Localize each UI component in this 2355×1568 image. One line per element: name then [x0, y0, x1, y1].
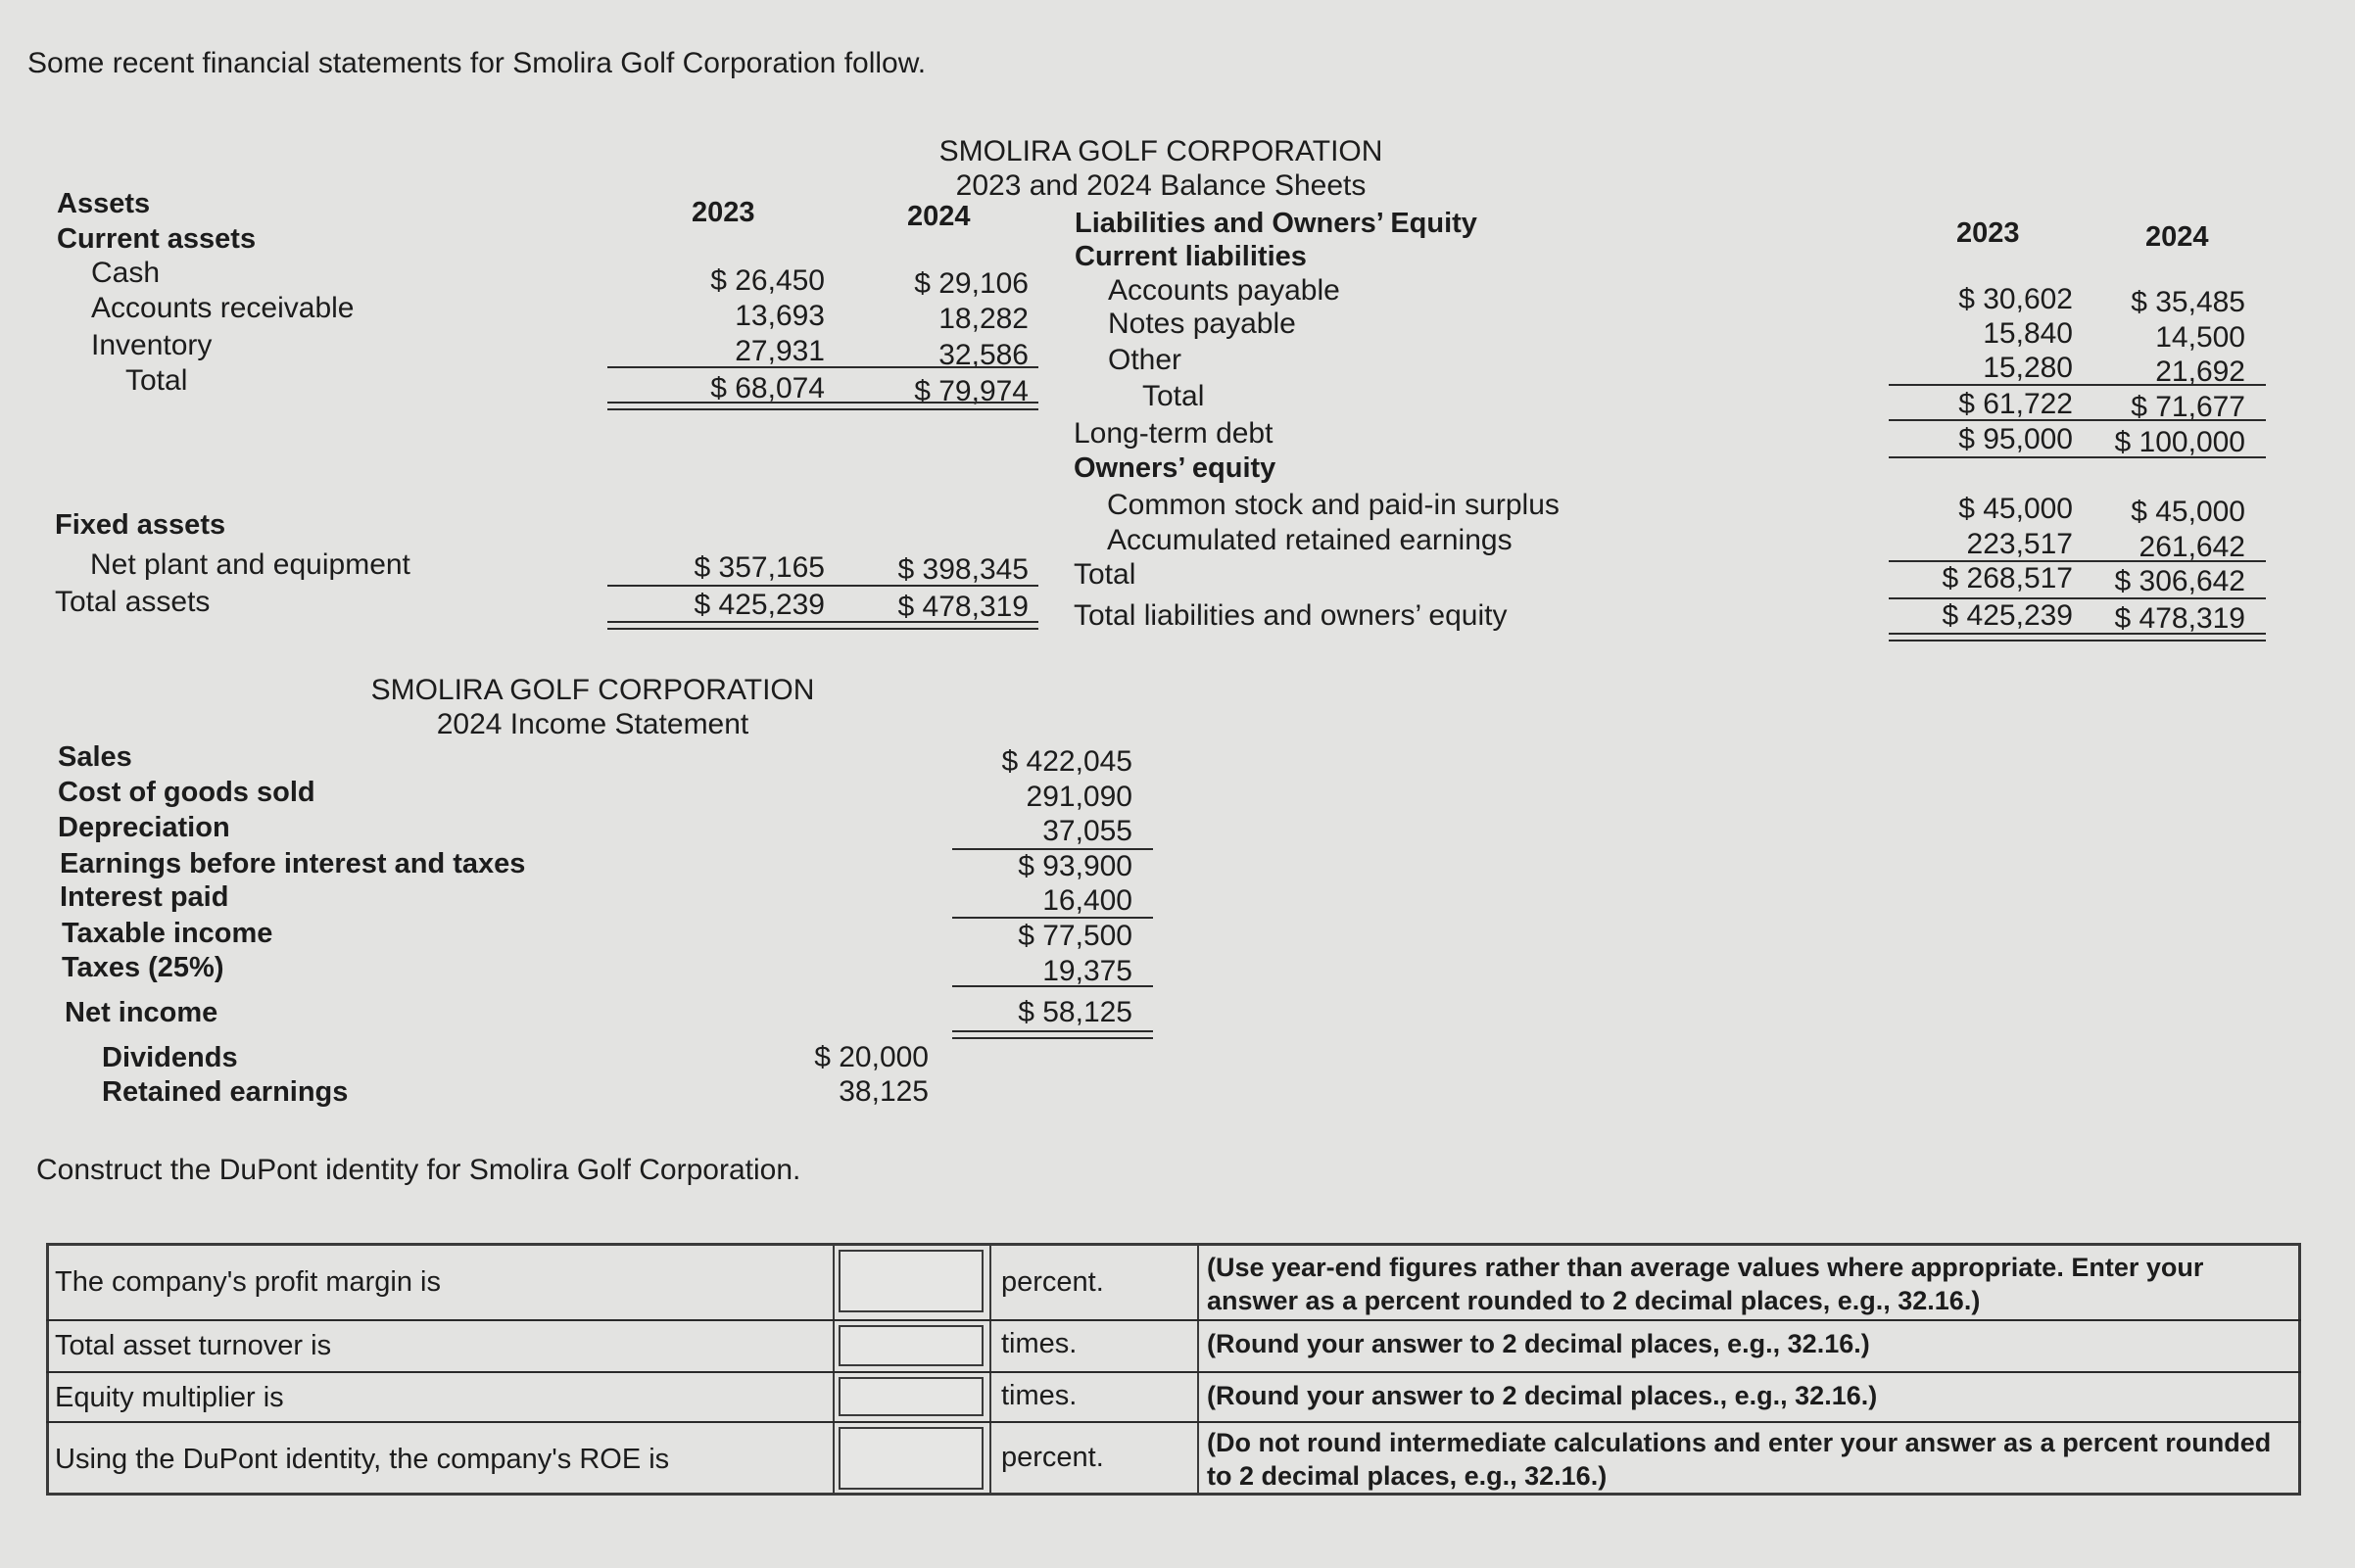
asset-turnover-unit: times.: [1001, 1328, 1078, 1359]
total-liabilities-equity-2023: $ 425,239: [1942, 599, 2073, 632]
retained-earnings-value: 38,125: [839, 1075, 929, 1108]
common-stock-2024: $ 45,000: [2131, 496, 2245, 528]
assets-year-2024: 2024: [907, 201, 971, 232]
intro-text: Some recent financial statements for Smolira Golf Corporation follow.: [27, 47, 927, 79]
taxes-label: Taxes (25%): [62, 952, 224, 983]
total-assets-rule: [607, 621, 1038, 630]
current-assets-total-label: Total: [125, 364, 188, 397]
cash-2023: $ 26,450: [710, 264, 825, 297]
cash-2024: $ 29,106: [914, 267, 1029, 300]
current-assets-subtotal-rule: [607, 366, 1038, 368]
equity-multiplier-label: Equity multiplier is: [55, 1382, 284, 1413]
interest-paid-label: Interest paid: [60, 881, 229, 913]
net-income-rule: [952, 1030, 1153, 1039]
total-assets-2024: $ 478,319: [897, 591, 1029, 623]
cash-label: Cash: [91, 257, 161, 289]
equity-total-label: Total: [1074, 558, 1136, 591]
accumulated-retained-earnings-2024: 261,642: [2139, 531, 2245, 563]
profit-margin-label: The company's profit margin is: [55, 1266, 441, 1298]
total-liabilities-equity-label: Total liabilities and owners’ equity: [1074, 599, 1508, 632]
accounts-payable-2023: $ 30,602: [1958, 283, 2073, 315]
accounts-receivable-2023: 13,693: [735, 300, 825, 332]
other-liabilities-2024: 21,692: [2155, 356, 2245, 388]
answer-row-divider-2: [46, 1371, 2301, 1373]
notes-payable-label: Notes payable: [1108, 308, 1296, 340]
answer-row-divider-3: [46, 1421, 2301, 1423]
ebit-value: $ 93,900: [1018, 850, 1132, 882]
fixed-assets-rule: [607, 585, 1038, 587]
asset-turnover-instruction: (Round your answer to 2 decimal places, e.g., 32.16.): [1207, 1329, 1870, 1358]
accounts-payable-2024: $ 35,485: [2131, 286, 2245, 318]
assets-heading: Assets: [57, 188, 151, 219]
profit-margin-instruction: (Use year-end figures rather than average values where appropriate. Enter your answer as a percent rounded to 2 decimal places, e.g., 32.16.): [1207, 1253, 2204, 1315]
divider-unit-instruction: [1197, 1243, 1199, 1496]
taxable-income-value: $ 77,500: [1018, 920, 1132, 952]
interest-rule: [952, 917, 1153, 919]
interest-paid-value: 16,400: [1042, 884, 1132, 917]
taxes-value: 19,375: [1042, 955, 1132, 987]
assets-year-2023: 2023: [692, 197, 755, 228]
liabilities-year-2023: 2023: [1956, 217, 2020, 249]
total-assets-label: Total assets: [55, 586, 211, 618]
retained-earnings-label: Retained earnings: [102, 1076, 349, 1108]
profit-margin-unit: percent.: [1001, 1266, 1104, 1298]
profit-margin-input[interactable]: [839, 1250, 984, 1312]
balance-sheet-company: SMOLIRA GOLF CORPORATION: [938, 135, 1383, 167]
cogs-label: Cost of goods sold: [58, 777, 315, 808]
net-income-value: $ 58,125: [1018, 996, 1132, 1028]
net-plant-label: Net plant and equipment: [90, 548, 410, 581]
depreciation-label: Depreciation: [58, 812, 230, 843]
current-assets-total-rule: [607, 402, 1038, 410]
inventory-2024: 32,586: [938, 339, 1029, 371]
equity-multiplier-instruction: (Round your answer to 2 decimal places., e.g., 32.16.): [1207, 1381, 1878, 1410]
ebit-label: Earnings before interest and taxes: [60, 848, 526, 879]
common-stock-2023: $ 45,000: [1958, 493, 2073, 525]
current-liabilities-subtotal-rule: [1889, 384, 2266, 386]
total-liabilities-equity-2024: $ 478,319: [2114, 602, 2245, 635]
liabilities-year-2024: 2024: [2145, 221, 2209, 253]
question-text: Construct the DuPont identity for Smolira Golf Corporation.: [36, 1154, 801, 1186]
current-assets-total-2024: $ 79,974: [914, 375, 1029, 407]
equity-total-rule: [1889, 597, 2266, 599]
depreciation-rule: [952, 848, 1153, 850]
fixed-assets-heading: Fixed assets: [55, 509, 226, 541]
equity-multiplier-input[interactable]: [839, 1377, 984, 1416]
current-liabilities-total-2024: $ 71,677: [2131, 391, 2245, 423]
balance-sheet-title: 2023 and 2024 Balance Sheets: [955, 169, 1367, 202]
accounts-payable-label: Accounts payable: [1108, 274, 1340, 307]
asset-turnover-label: Total asset turnover is: [55, 1330, 332, 1361]
inventory-label: Inventory: [91, 329, 213, 361]
notes-payable-2023: 15,840: [1983, 317, 2073, 350]
accumulated-retained-earnings-2023: 223,517: [1966, 528, 2073, 560]
total-liabilities-equity-rule: [1889, 633, 2266, 641]
depreciation-value: 37,055: [1042, 815, 1132, 847]
equity-total-2023: $ 268,517: [1942, 562, 2073, 594]
roe-label: Using the DuPont identity, the company's ROE is: [55, 1444, 670, 1475]
current-liabilities-total-rule: [1889, 419, 2266, 421]
retained-earnings-rule: [1889, 560, 2266, 562]
net-plant-2024: $ 398,345: [897, 553, 1029, 586]
long-term-debt-rule: [1889, 456, 2266, 458]
asset-turnover-input[interactable]: [839, 1325, 984, 1366]
current-liabilities-total-2023: $ 61,722: [1958, 388, 2073, 420]
inventory-2023: 27,931: [735, 335, 825, 367]
dividends-label: Dividends: [102, 1042, 238, 1073]
roe-unit: percent.: [1001, 1442, 1104, 1473]
cogs-value: 291,090: [1026, 781, 1132, 813]
other-liabilities-2023: 15,280: [1983, 352, 2073, 384]
total-assets-2023: $ 425,239: [694, 589, 825, 621]
dividends-value: $ 20,000: [814, 1041, 929, 1073]
current-liabilities-total-label: Total: [1142, 380, 1205, 412]
income-statement-company: SMOLIRA GOLF CORPORATION: [370, 674, 815, 706]
accounts-receivable-label: Accounts receivable: [91, 292, 355, 324]
long-term-debt-2023: $ 95,000: [1958, 423, 2073, 455]
owners-equity-heading: Owners’ equity: [1074, 452, 1276, 484]
taxable-income-label: Taxable income: [62, 918, 273, 949]
equity-multiplier-unit: times.: [1001, 1380, 1078, 1411]
roe-instruction: (Do not round intermediate calculations and enter your answer as a percent rounded to 2 decimal places, e.g., 32.16.): [1207, 1428, 2272, 1491]
accounts-receivable-2024: 18,282: [938, 303, 1029, 335]
equity-total-2024: $ 306,642: [2114, 565, 2245, 597]
sales-label: Sales: [58, 741, 132, 773]
liabilities-heading: Liabilities and Owners’ Equity: [1075, 208, 1477, 239]
long-term-debt-2024: $ 100,000: [2114, 426, 2245, 458]
accumulated-retained-earnings-label: Accumulated retained earnings: [1107, 524, 1513, 556]
notes-payable-2024: 14,500: [2155, 321, 2245, 354]
answer-row-divider-1: [46, 1319, 2301, 1321]
divider-input-unit: [989, 1243, 991, 1496]
common-stock-label: Common stock and paid-in surplus: [1107, 489, 1560, 521]
current-assets-total-2023: $ 68,074: [710, 372, 825, 404]
roe-input[interactable]: [839, 1427, 984, 1490]
current-assets-heading: Current assets: [57, 223, 257, 255]
current-liabilities-heading: Current liabilities: [1075, 241, 1307, 272]
long-term-debt-label: Long-term debt: [1074, 417, 1274, 450]
income-statement-title: 2024 Income Statement: [436, 708, 749, 740]
net-plant-2023: $ 357,165: [694, 551, 825, 584]
sales-value: $ 422,045: [1001, 745, 1132, 778]
divider-label-input: [833, 1243, 835, 1496]
taxes-rule: [952, 985, 1153, 987]
net-income-label: Net income: [65, 997, 218, 1028]
other-liabilities-label: Other: [1108, 344, 1182, 376]
